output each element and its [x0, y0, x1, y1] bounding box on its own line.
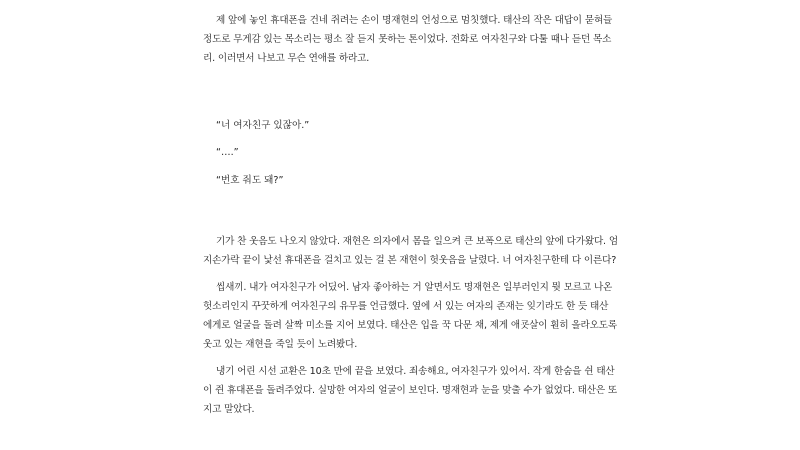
- text-line: 헛소리인지 꾸꿋하게 여자친구의 유무를 언급했다. 옆에 서 있는 여자의 존재는 잊기라도 한 듯 태산: [203, 301, 609, 312]
- text-line: 제 앞에 놓인 휴대폰을 건네 쥐려는 손이 명재현의 언성으로 멈칫했다. 태산의 작은 대답이 묻혀들: [216, 15, 613, 26]
- text-line: 리. 이러면서 나보고 무슨 연애를 하라고.: [203, 53, 370, 64]
- text-line: 씹새끼. 내가 여자친구가 어딨어. 남자 좋아하는 거 알면서도 명재현은 일부러인지 뭣 모르고 나온: [216, 282, 613, 293]
- paragraph: [203, 278, 617, 354]
- text-line: 에게로 얼굴을 돌려 살짝 미소를 지어 보였다. 태산은 입을 꾹 다문 채, 제게 애굣살이 훤히 올라오도록: [203, 320, 617, 331]
- text-line: 웃고 있는 재현을 죽일 듯이 노려봤다.: [203, 339, 358, 350]
- text-line: 기가 찬 웃음도 나오지 않았다. 재현은 의자에서 몸을 일으켜 큰 보폭으로 태산의 앞에 다가왔다. 엄: [216, 236, 618, 247]
- dialogue-line: “번호 줘도 돼?”: [216, 175, 284, 186]
- dialogue-line: “….”: [216, 147, 239, 158]
- paragraph: [203, 232, 618, 270]
- text-line: 냉기 어린 시선 교환은 10초 만에 끝을 보였다. 죄송해요, 여자친구가 있어서. 작게 한숨을 쉰 태산: [216, 366, 615, 377]
- paragraph: [203, 362, 617, 419]
- text-line: 지고 말았다.: [203, 404, 255, 415]
- dialogue-line: “너 여자친구 있잖아.”: [216, 120, 310, 131]
- text-line: 정도로 무게감 있는 목소리는 평소 잘 듣지 못하는 톤이었다. 전화로 여자친구와 다툴 때나 듣던 목소: [203, 34, 612, 45]
- paragraph: [203, 11, 613, 68]
- text-line: 지손가락 끝이 낯선 휴대폰을 걸치고 있는 걸 본 재현이 헛웃음을 날렸다. 너 여자친구한테 다 이른다?: [203, 255, 617, 266]
- text-line: 이 쥔 휴대폰을 돌려주었다. 실망한 여자의 얼굴이 보인다. 명재현과 눈을 맞출 수가 없었다. 태산은 또: [203, 385, 617, 396]
